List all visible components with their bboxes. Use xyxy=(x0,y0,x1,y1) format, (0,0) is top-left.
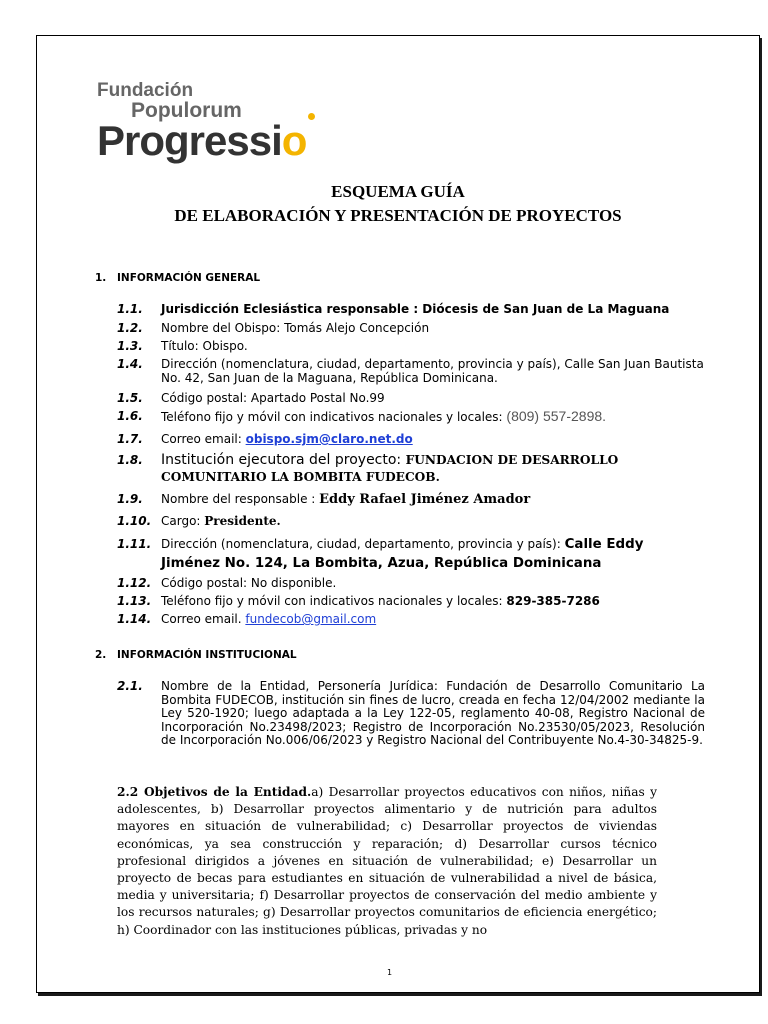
list-item: 1.9. Nombre del responsable : Eddy Rafael Jiménez Amador xyxy=(117,492,531,507)
email-link[interactable]: obispo.sjm@claro.net.do xyxy=(245,432,413,446)
list-item: 1.4. Dirección (nomenclatura, ciudad, departamento, provincia y país), Calle San Juan Bautista No. 42, San Juan de la Maguana, República Dominicana. xyxy=(117,357,704,385)
document-title-line-2: DE ELABORACIÓN Y PRESENTACIÓN DE PROYECTOS xyxy=(174,206,622,225)
list-item: 1.1. Jurisdicción Eclesiástica responsable : Diócesis de San Juan de La Maguana xyxy=(117,302,670,316)
list-item: 1.10. Cargo: Presidente. xyxy=(117,514,281,528)
list-item: 1.12. Código postal: No disponible. xyxy=(117,576,337,590)
page-number: 1 xyxy=(387,968,393,977)
list-item: 1.14. Correo email. fundecob@gmail.com xyxy=(117,612,377,626)
list-item: 1.3. Título: Obispo. xyxy=(117,339,248,353)
document-title-line-1: ESQUEMA GUÍA xyxy=(331,182,465,201)
logo-line-2: Populorum xyxy=(131,101,306,121)
section-heading-1: 1. INFORMACIÓN GENERAL xyxy=(95,272,261,284)
list-item: 1.6. Teléfono fijo y móvil con indicativos nacionales y locales: (809) 557-2898. xyxy=(117,408,607,424)
logo-line-3: Progressio xyxy=(97,117,307,164)
list-item: 1.5. Código postal: Apartado Postal No.99 xyxy=(117,391,385,405)
list-item: 1.13. Teléfono fijo y móvil con indicativos nacionales y locales: 829-385-7286 xyxy=(117,594,600,608)
document-page xyxy=(36,35,760,993)
list-item: 1.7. Correo email: obispo.sjm@claro.net.do xyxy=(117,432,413,446)
list-item: 1.8. Institución ejecutora del proyecto: FUNDACION DE DESARROLLO COMUNITARIO LA BOMBITA FUDECOB. xyxy=(117,452,619,484)
list-item: 1.2. Nombre del Obispo: Tomás Alejo Concepción xyxy=(117,321,430,335)
section-heading-2: 2. INFORMACIÓN INSTITUCIONAL xyxy=(95,649,297,661)
objectives-paragraph: 2.2 Objetivos de la Entidad.a) Desarrollar proyectos educativos con niños, niñas y adolescentes, b) Desarrollar proyectos alimentario y de nutrición para adultos mayores en situación de vulnerabilidad; c) Desarrollar proyectos de viviendas económicas, ya sea construcción y reparación; d) Desarrollar cursos técnico profesional dirigidos a jóvenes en situación de vulnerabilidad; e) Desarrollar un proyecto de becas para estudiantes en situación de vulnerabilidad a nivel de básica, media y universitaria; f) Desarrollar proyectos de conservación del medio ambiente y los recursos naturales; g) Desarrollar proyectos comunitarios de eficiencia energético; h) Coordinador con las instituciones públicas, privadas y no xyxy=(117,785,657,937)
fundacion-populorum-progressio-logo xyxy=(97,80,307,164)
logo-dot-icon xyxy=(308,113,315,120)
list-item: 1.11. Dirección (nomenclatura, ciudad, departamento, provincia y país): Calle Eddy Jiménez No. 124, La Bombita, Azua, República Dominicana xyxy=(117,537,644,571)
list-item: 2.1. Nombre de la Entidad, Personería Jurídica: Fundación de Desarrollo Comunitario La Bombita FUDECOB, institución sin fines de lucro, creada en fecha 12/04/2002 mediante la Ley 520-1920; luego adaptada a la Ley 122-05, reglamento 40-08, Registro Nacional de Incorporación No.23498/2023; Registro de Incorporación No.23530/05/2023, Resolución de Incorporación No.006/06/2023 y Registro Nacional del Contribuyente No.4-30-34825-9. xyxy=(117,679,705,748)
logo-line-1: Fundación xyxy=(97,80,194,101)
email-link[interactable]: fundecob@gmail.com xyxy=(245,612,377,626)
